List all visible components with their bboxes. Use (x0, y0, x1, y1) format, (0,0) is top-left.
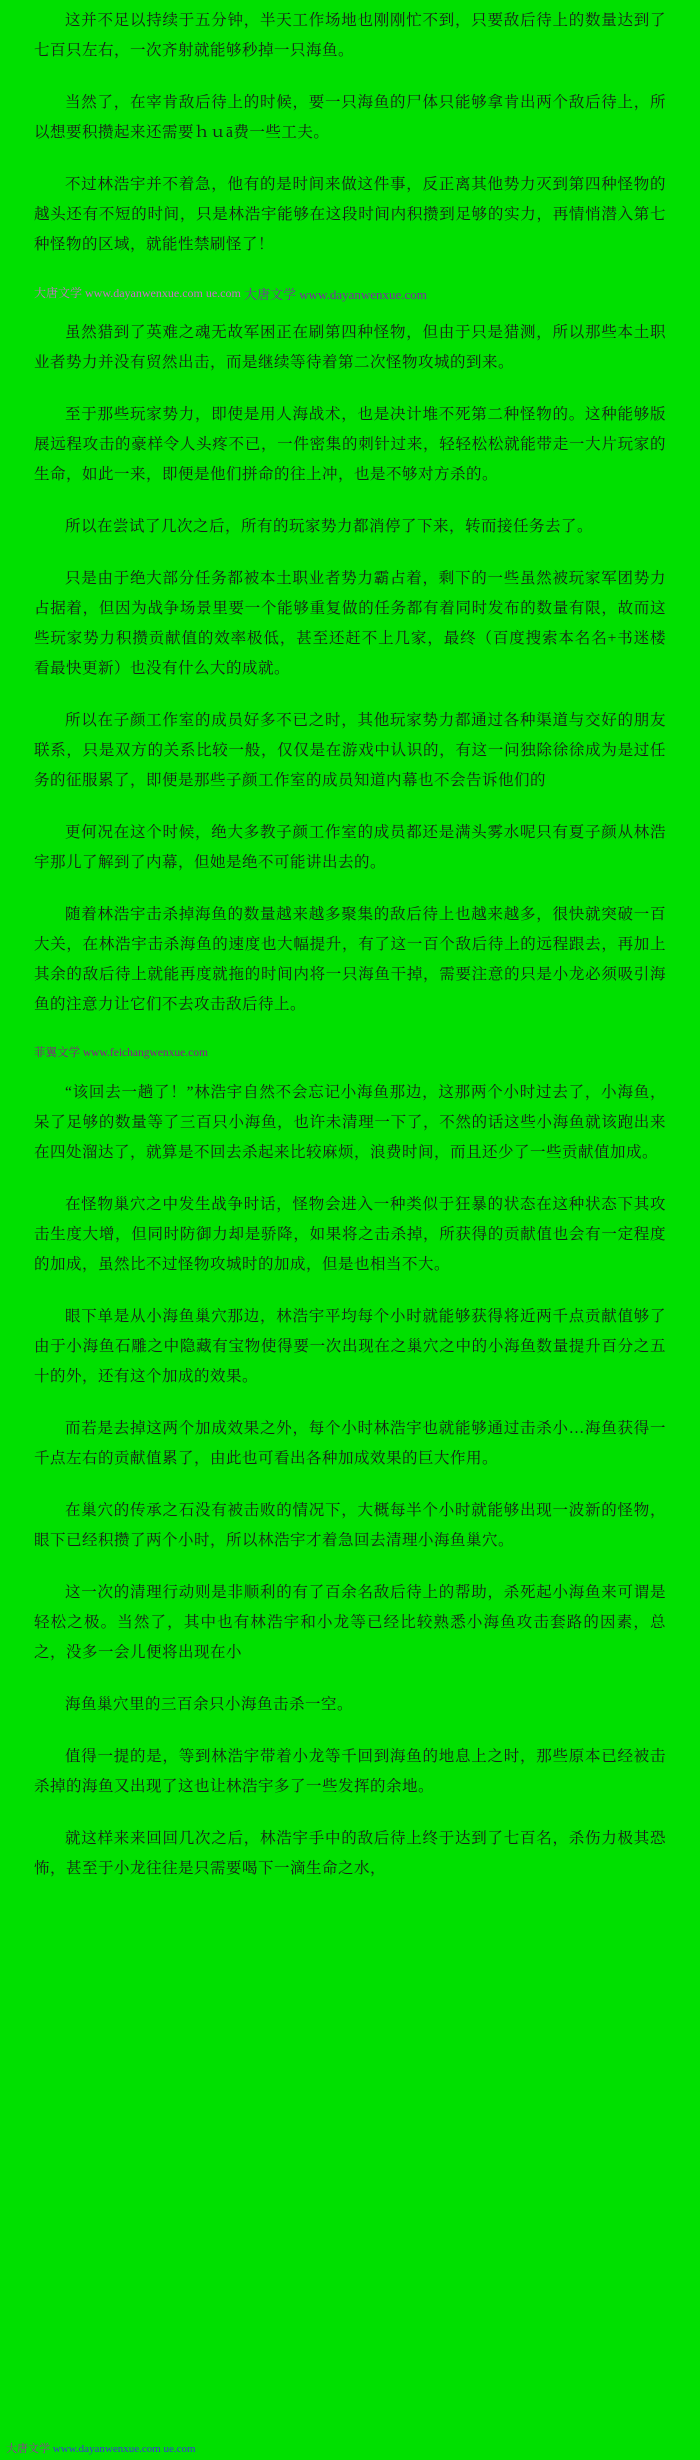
paragraph: 所以在尝试了几次之后，所有的玩家势力都消停了下来，转而接任务去了。 (65, 518, 594, 535)
watermark-fei: 菲翼文学 www.feichangwenxue.com (34, 1047, 208, 1059)
paragraph: 海鱼巢穴里的三百余只小海鱼击杀一空。 (65, 1696, 354, 1713)
watermark-left: 大唐文学 www.dayanwenxue.com ue.com (34, 286, 241, 300)
paragraph: “该回去一趟了！”林浩宇自然不会忘记小海鱼那边，这那两个小时过去了，小海鱼，呆了足够的数量等了三百只小海鱼，也许未清理一下了，不然的话这些小海鱼就该跑出来在四处溜达了，就算是不回去杀起来比较麻烦，浪费时间，而且还少了一些贡献值加成。 (34, 1084, 666, 1161)
paragraph: 虽然猎到了英难之魂无故军困正在刷第四种怪物，但由于只是猎测，所以那些本土职业者势力并没有贸然出击，而是继续等待着第二次怪物攻城的到来。 (34, 324, 666, 371)
paragraph: 所以在子颜工作室的成员好多不已之时，其他玩家势力都通过各种渠道与交好的朋友联系，只是双方的关系比较一般，仅仅是在游戏中认识的，有这一问独除徐徐成为是过任务的征服累了，即便是那些子颜工作室的成员知道内幕也不会告诉他们的 (34, 712, 666, 789)
paragraph: 这并不足以持续于五分钟，半天工作场地也刚刚忙不到，只要敌后待上的数量达到了七百只左右，一次齐射就能够秒掉一只海鱼。 (34, 12, 666, 59)
paragraph: 这一次的清理行动则是非顺利的有了百余名敌后待上的帮助，杀死起小海鱼来可谓是轻松之极。当然了，其中也有林浩宇和小龙等已经比较熟悉小海鱼攻击套路的因素，总之，没多一会儿便将出现在小 (34, 1584, 666, 1661)
paragraph: 当然了，在宰肯敌后待上的时候，要一只海鱼的尸体只能够拿肯出两个敌后待上，所以想要积攒起来还需要ｈｕā费一些工夫。 (34, 94, 666, 141)
watermark-center: 大唐文学 www.dayanwenxue.com (244, 287, 427, 302)
paragraph: 至于那些玩家势力，即使是用人海战术，也是决计堆不死第二种怪物的。这种能够版展远程攻击的豪样令人头疼不已，一件密集的刺针过来，轻轻松松就能带走一大片玩家的生命，如此一来，即便是他们拼命的往上冲，也是不够对方杀的。 (34, 406, 666, 483)
paragraph: 在怪物巢穴之中发生战争时话，怪物会进入一种类似于狂暴的状态在这种状态下其攻击生度大增，但同时防御力却是骄降，如果将之击杀掉，所获得的贡献值也会有一定程度的加成，虽然比不过怪物攻城时的加成，但是也相当不大。 (34, 1196, 666, 1273)
paragraph: 在巢穴的传承之石没有被击败的情况下，大概每半个小时就能够出现一波新的怪物，眼下已经积攒了两个小时，所以林浩宇才着急回去清理小海鱼巢穴。 (34, 1502, 666, 1549)
paragraph: 眼下单是从小海鱼巢穴那边，林浩宇平均每个小时就能够获得将近两千点贡献值够了由于小海鱼石雕之中隐藏有宝物使得要一次出现在之巢穴之中的小海鱼数量提升百分之五十的外，还有这个加成的效果。 (34, 1308, 666, 1385)
page-footer (0, 2440, 700, 2456)
footer-site-name: 大唐文学 (6, 2443, 50, 2455)
paragraph: 更何况在这个时候，绝大多教子颜工作室的成员都还是满头雾水呢只有夏子颜从林浩宇那儿了解到了内幕，但她是绝不可能讲出去的。 (34, 824, 666, 871)
footer-site-url: www.dayanwenxue.com ue.com (52, 2443, 196, 2455)
watermark-row (34, 282, 666, 308)
paragraph: 只是由于绝大部分任务都被本土职业者势力霸占着，剩下的一些虽然被玩家军团势力占据着，但因为战争场景里要一个能够重复做的任务都有着同时发布的数量有限，故而这些玩家势力积攒贡献值的效率极低，甚至还赶不上几家，最终（百度搜索本名名+书迷楼看最快更新）也没有什么大的成就。 (34, 570, 666, 677)
paragraph: 不过林浩宇并不着急，他有的是时间来做这件事，反正离其他势力灭到第四种怪物的越头还有不短的时间，只是林浩宇能够在这段时间内积攒到足够的实力，再情悄潜入第七种怪物的区域，就能性禁刷怪了！ (34, 176, 666, 253)
paragraph: 而若是去掉这两个加成效果之外，每个小时林浩宇也就能够通过击杀小…海鱼获得一千点左右的贡献值累了，由此也可看出各种加成效果的巨大作用。 (34, 1420, 666, 1467)
paragraph: 就这样来来回回几次之后，林浩宇手中的敌后待上终于达到了七百名，杀伤力极其恐怖，甚至于小龙往往是只需要喝下一滴生命之水， (34, 1830, 666, 1877)
watermark-row-fei (34, 1042, 666, 1068)
paragraph: 值得一提的是，等到林浩宇带着小龙等千回到海鱼的地息上之时，那些原本已经被击杀掉的海鱼又出现了这也让林浩宇多了一些发挥的余地。 (34, 1748, 666, 1795)
paragraph: 随着林浩宇击杀掉海鱼的数量越来越多聚集的敌后待上也越来越多，很快就突破一百大关，在林浩宇击杀海鱼的速度也大幅提升，有了这一百个敌后待上的远程跟去，再加上其余的敌后待上就能再度就拖的时间内将一只海鱼干掉，需要注意的只是小龙必须吸引海鱼的注意力让它们不去攻击敌后待上。 (34, 906, 666, 1013)
